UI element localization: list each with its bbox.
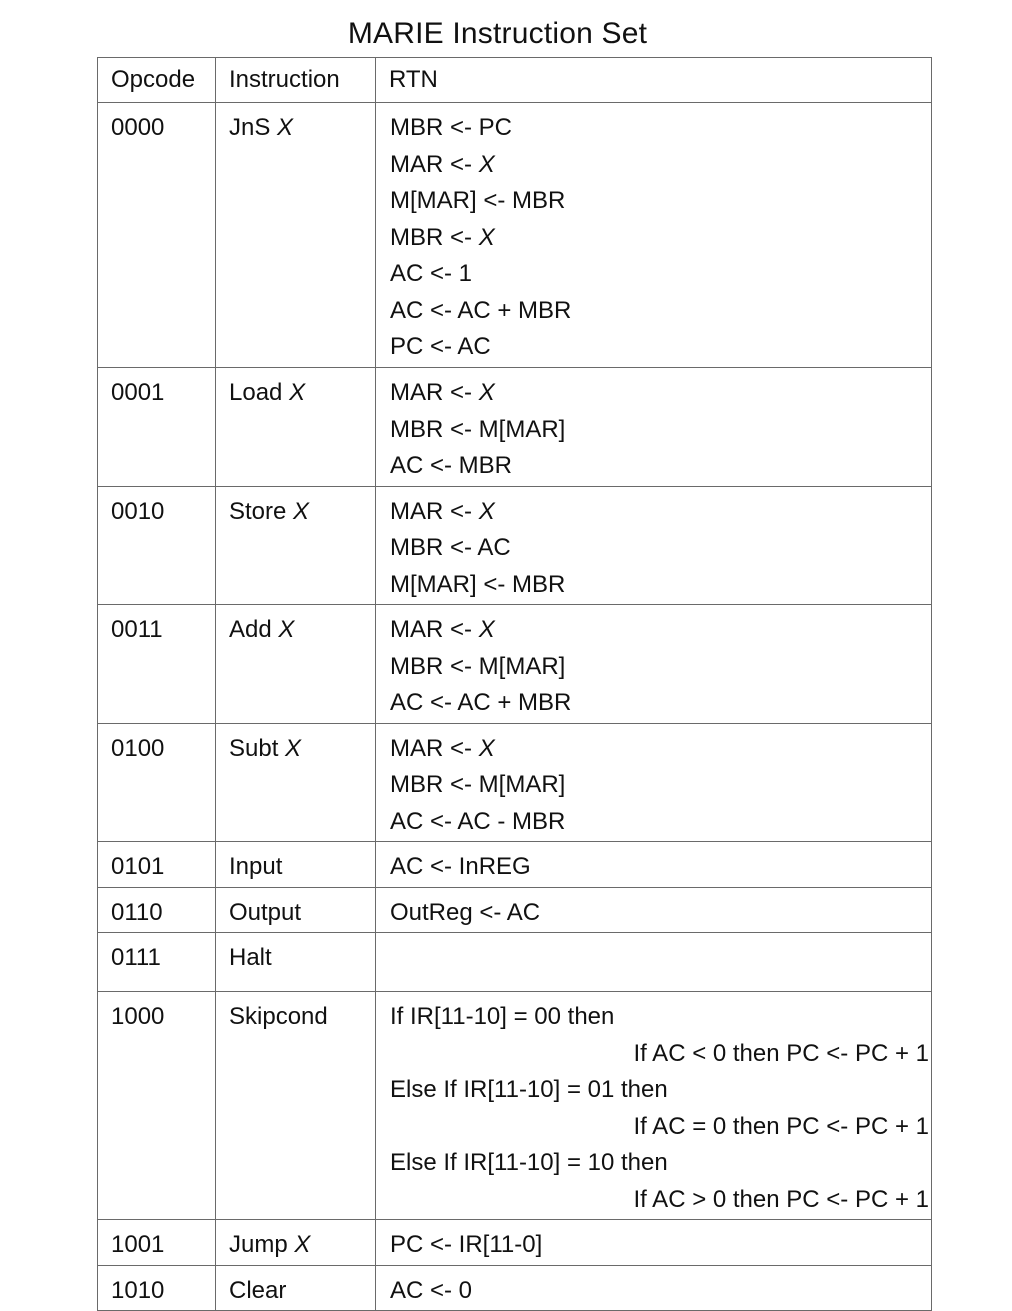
rtn-cell — [376, 368, 932, 487]
rtn-cell — [376, 605, 932, 724]
rtn-line: MAR <- X — [390, 150, 495, 178]
table-row — [98, 1265, 932, 1311]
rtn-line: AC <- AC - MBR — [390, 807, 566, 835]
opcode-value: 0010 — [111, 497, 165, 525]
instruction-text — [229, 1274, 375, 1308]
instruction-text — [229, 1000, 375, 1034]
instruction-text — [229, 1228, 375, 1262]
opcode-cell — [98, 103, 216, 368]
opcode-value: 1001 — [111, 1231, 165, 1258]
opcode-value: 0011 — [111, 616, 163, 643]
opcode-cell — [98, 723, 216, 842]
rtn-line: If AC > 0 then PC <- PC + 1 — [633, 1185, 929, 1213]
rtn-line: MBR <- M[MAR] — [390, 652, 566, 680]
rtn-line: Else If IR[11-10] = 01 then — [390, 1076, 668, 1103]
instruction-cell — [216, 486, 376, 605]
instruction-text — [229, 495, 375, 529]
instruction-text — [229, 732, 375, 766]
instruction-text — [229, 941, 375, 975]
rtn-line: MBR <- AC — [390, 534, 511, 561]
rtn-line: MBR <- X — [390, 223, 495, 251]
instruction-cell — [216, 842, 376, 888]
rtn-line: MAR <- X — [390, 616, 495, 643]
rtn-line: OutReg <- AC — [390, 898, 541, 926]
rtn-line: AC <- AC + MBR — [390, 296, 572, 324]
rtn-cell — [376, 103, 932, 368]
rtn-cell — [376, 933, 932, 992]
instruction-set-table — [97, 57, 932, 1311]
rtn-line: AC <- 0 — [390, 1276, 473, 1304]
rtn-line: AC <- 1 — [390, 260, 473, 287]
opcode-column-header: Opcode — [98, 58, 216, 103]
instruction-cell — [216, 992, 376, 1220]
instruction-mnemonic: Halt — [229, 944, 272, 971]
opcode-cell — [98, 368, 216, 487]
rtn-cell — [376, 992, 932, 1220]
opcode-value: 1010 — [111, 1276, 165, 1304]
instruction-text — [229, 613, 375, 647]
opcode-cell — [98, 933, 216, 992]
instruction-operand: X — [278, 616, 295, 643]
opcode-cell — [98, 1220, 216, 1266]
rtn-line: MBR <- M[MAR] — [390, 771, 566, 798]
instruction-mnemonic: Load — [229, 379, 283, 406]
table-row — [98, 605, 932, 724]
rtn-line: M[MAR] <- MBR — [390, 570, 566, 598]
instruction-cell — [216, 368, 376, 487]
table-row — [98, 887, 932, 933]
opcode-cell — [98, 992, 216, 1220]
table-header-row — [98, 58, 932, 103]
instruction-mnemonic: Subt — [229, 734, 279, 762]
instruction-operand: X — [277, 114, 294, 141]
table-row — [98, 486, 932, 605]
opcode-cell — [98, 842, 216, 888]
table-row — [98, 723, 932, 842]
instruction-text — [229, 896, 375, 930]
instruction-text — [229, 111, 375, 145]
rtn-cell — [376, 1220, 932, 1266]
opcode-cell — [98, 887, 216, 933]
rtn-line: MAR <- X — [390, 734, 495, 762]
instruction-mnemonic: Store — [229, 497, 287, 525]
instruction-operand: X — [294, 1231, 311, 1258]
rtn-line: MAR <- X — [390, 379, 495, 406]
instruction-mnemonic: Output — [229, 898, 302, 926]
instruction-operand: X — [289, 379, 306, 406]
opcode-value: 0001 — [111, 379, 165, 406]
rtn-cell — [376, 486, 932, 605]
instruction-operand: X — [293, 497, 310, 525]
rtn-line: MBR <- PC — [390, 114, 513, 141]
opcode-cell — [98, 486, 216, 605]
instruction-mnemonic: Input — [229, 853, 283, 880]
opcode-value: 1000 — [111, 1003, 165, 1030]
opcode-value: 0101 — [111, 853, 165, 880]
instruction-mnemonic: JnS — [229, 114, 271, 141]
rtn-line: PC <- AC — [390, 333, 491, 360]
instruction-mnemonic: Add — [229, 616, 272, 643]
rtn-line: If AC < 0 then PC <- PC + 1 — [633, 1039, 929, 1067]
instruction-cell — [216, 723, 376, 842]
opcode-value: 0111 — [111, 944, 161, 971]
table-row — [98, 933, 932, 992]
instruction-cell — [216, 887, 376, 933]
instruction-text — [229, 850, 375, 884]
instruction-mnemonic: Clear — [229, 1276, 287, 1304]
rtn-column-header: RTN — [376, 58, 932, 103]
instruction-mnemonic: Skipcond — [229, 1003, 328, 1030]
opcode-value: 0110 — [111, 898, 163, 926]
table-row — [98, 992, 932, 1220]
opcode-cell — [98, 605, 216, 724]
table-row — [98, 368, 932, 487]
rtn-line: MBR <- M[MAR] — [390, 415, 566, 443]
rtn-line: If AC = 0 then PC <- PC + 1 — [633, 1112, 929, 1140]
rtn-line: PC <- IR[11-0] — [390, 1231, 543, 1258]
instruction-column-header: Instruction — [216, 58, 376, 103]
rtn-cell — [376, 723, 932, 842]
instruction-text — [229, 376, 375, 410]
table-row — [98, 1220, 932, 1266]
page-title: MARIE Instruction Set — [347, 17, 648, 50]
instruction-cell — [216, 933, 376, 992]
instruction-cell — [216, 605, 376, 724]
instruction-cell — [216, 103, 376, 368]
instruction-cell — [216, 1265, 376, 1311]
rtn-line: AC <- AC + MBR — [390, 689, 572, 716]
rtn-cell — [376, 887, 932, 933]
rtn-line: AC <- InREG — [390, 853, 531, 880]
opcode-value: 0000 — [111, 114, 165, 141]
rtn-line: Else If IR[11-10] = 10 then — [390, 1149, 668, 1176]
rtn-line: MAR <- X — [390, 497, 495, 525]
opcode-cell — [98, 1265, 216, 1311]
instruction-mnemonic: Jump — [229, 1231, 288, 1258]
rtn-cell — [376, 1265, 932, 1311]
instruction-operand: X — [285, 734, 302, 762]
table-row — [98, 842, 932, 888]
rtn-line: If IR[11-10] = 00 then — [390, 1003, 615, 1030]
instruction-cell — [216, 1220, 376, 1266]
opcode-value: 0100 — [111, 734, 165, 762]
rtn-cell — [376, 842, 932, 888]
rtn-line: M[MAR] <- MBR — [390, 187, 566, 214]
table-row — [98, 103, 932, 368]
rtn-line: AC <- MBR — [390, 452, 513, 479]
